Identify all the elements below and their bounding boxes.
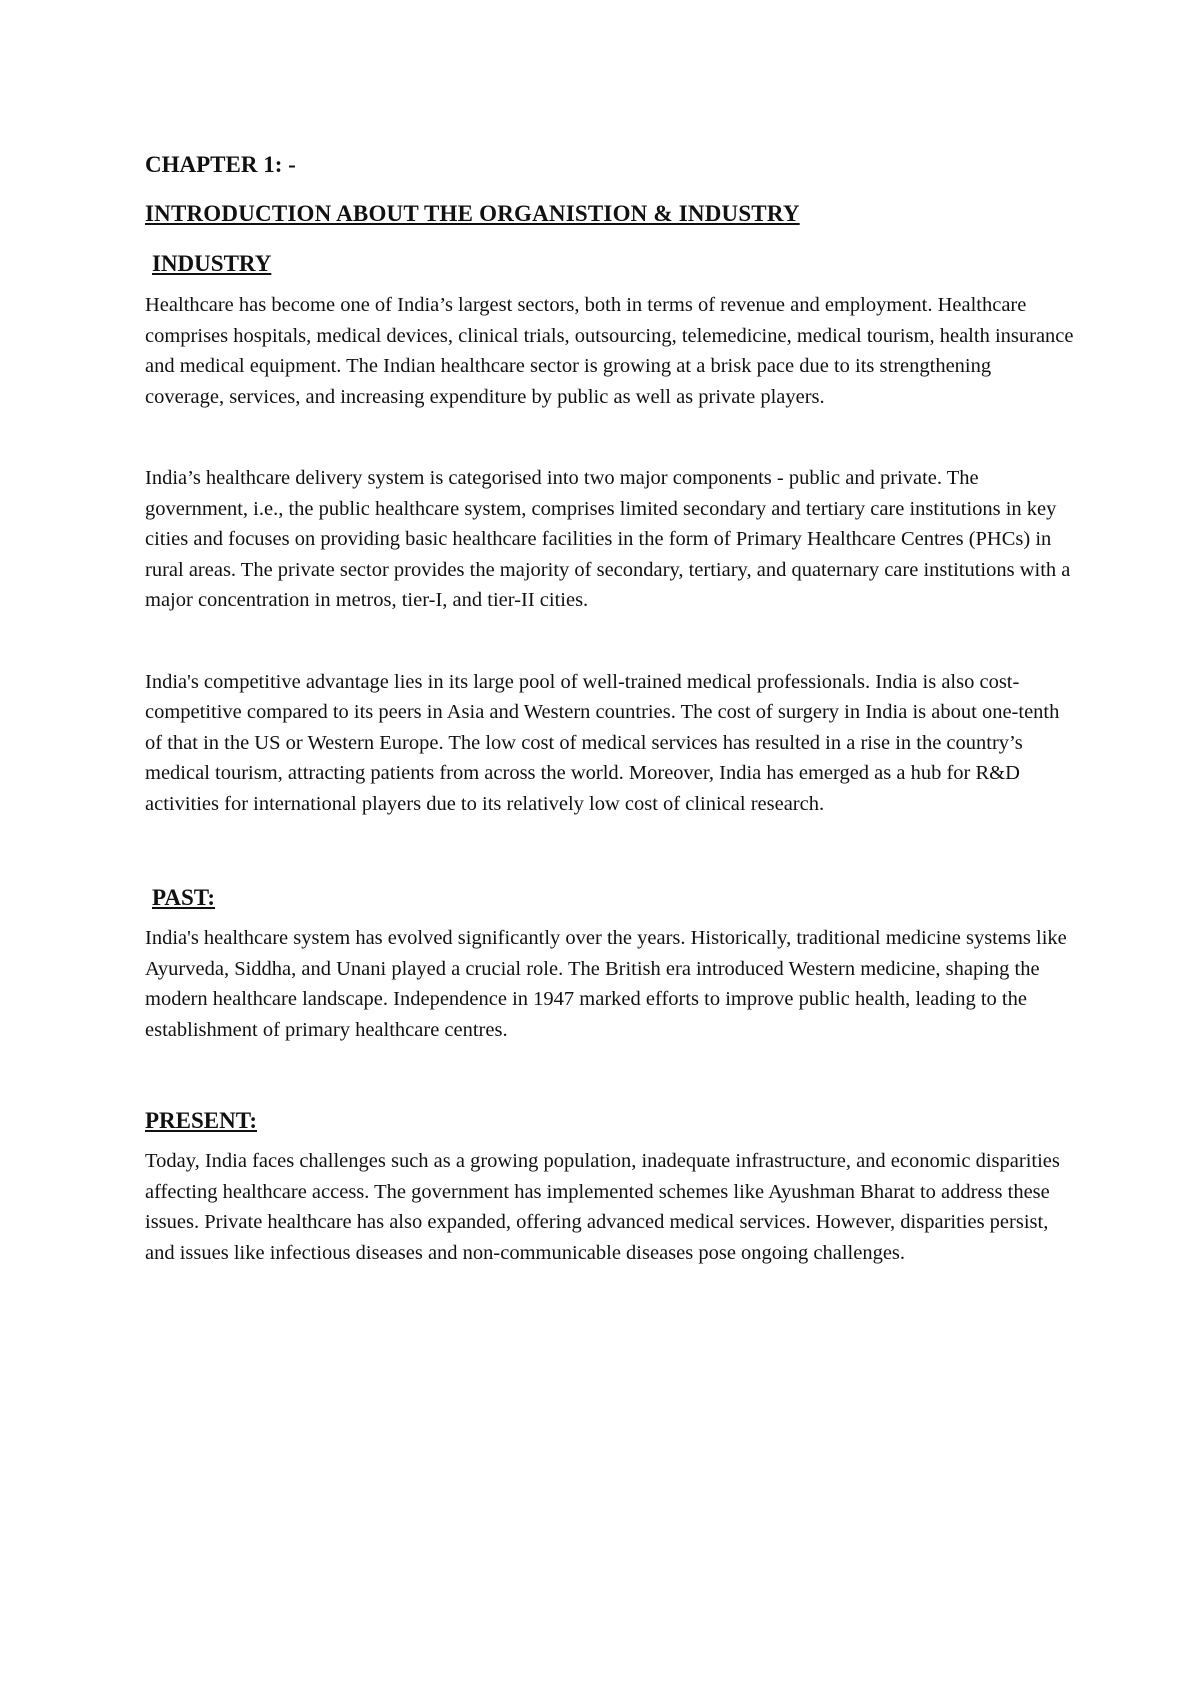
- industry-paragraph-3: India's competitive advantage lies in its large pool of well-trained medical professionals. India is also cost-competitive compared to its peers in Asia and Western countries. The cost of surgery in India is about one-tenth of that in the US or Western Europe. The low cost of medical services has resulted in a rise in the country’s medical tourism, attracting patients from across the world. Moreover, India has emerged as a hub for R&D activities for international players due to its relatively low cost of clinical research.: [145, 670, 1060, 815]
- document-title: INTRODUCTION ABOUT THE ORGANISTION & INDUSTRY: [145, 201, 800, 226]
- past-paragraph: India's healthcare system has evolved significantly over the years. Historically, traditional medicine systems like Ayurveda, Siddha, and Unani played a crucial role. The British era introduced Western medicine, shaping the modern healthcare landscape. Independence in 1947 marked efforts to improve public health, leading to the establishment of primary healthcare centres.: [145, 927, 1067, 1041]
- industry-paragraph-2: India’s healthcare delivery system is categorised into two major components - public and private. The government, i.e., the public healthcare system, comprises limited secondary and tertiary care institutions in key cities and focuses on providing basic healthcare facilities in the form of Primary Healthcare Centres (PHCs) in rural areas. The private sector provides the majority of secondary, tertiary, and quaternary care institutions with a major concentration in metros, tier-I, and tier-II cities.: [145, 467, 1071, 611]
- industry-heading: INDUSTRY: [152, 251, 272, 276]
- spacer: [145, 819, 1075, 881]
- document-body: [145, 148, 1075, 1268]
- spacer: [145, 281, 1075, 290]
- present-paragraph: Today, India faces challenges such as a growing population, inadequate infrastructure, and economic disparities affecting healthcare access. The government has implemented schemes like Ayushman Bharat to address these issues. Private healthcare has also expanded, offering advanced medical services. However, disparities persist, and issues like infectious diseases and non-communicable diseases pose ongoing challenges.: [145, 1150, 1060, 1264]
- spacer: [145, 915, 1075, 923]
- industry-paragraph-1: Healthcare has become one of India’s largest sectors, both in terms of revenue and employment. Healthcare comprises hospitals, medical devices, clinical trials, outsourcing, telemedicine, medical tourism, health insurance and medical equipment. The Indian healthcare sector is growing at a brisk pace due to its strengthening coverage, services, and increasing expenditure by public as well as private players.: [145, 294, 1074, 408]
- spacer: [145, 616, 1075, 667]
- past-heading: PAST:: [152, 885, 216, 910]
- spacer: [145, 1045, 1075, 1104]
- chapter-label: CHAPTER 1: -: [145, 152, 296, 177]
- spacer: [145, 412, 1075, 463]
- spacer: [145, 1138, 1075, 1146]
- present-heading: PRESENT:: [145, 1108, 258, 1133]
